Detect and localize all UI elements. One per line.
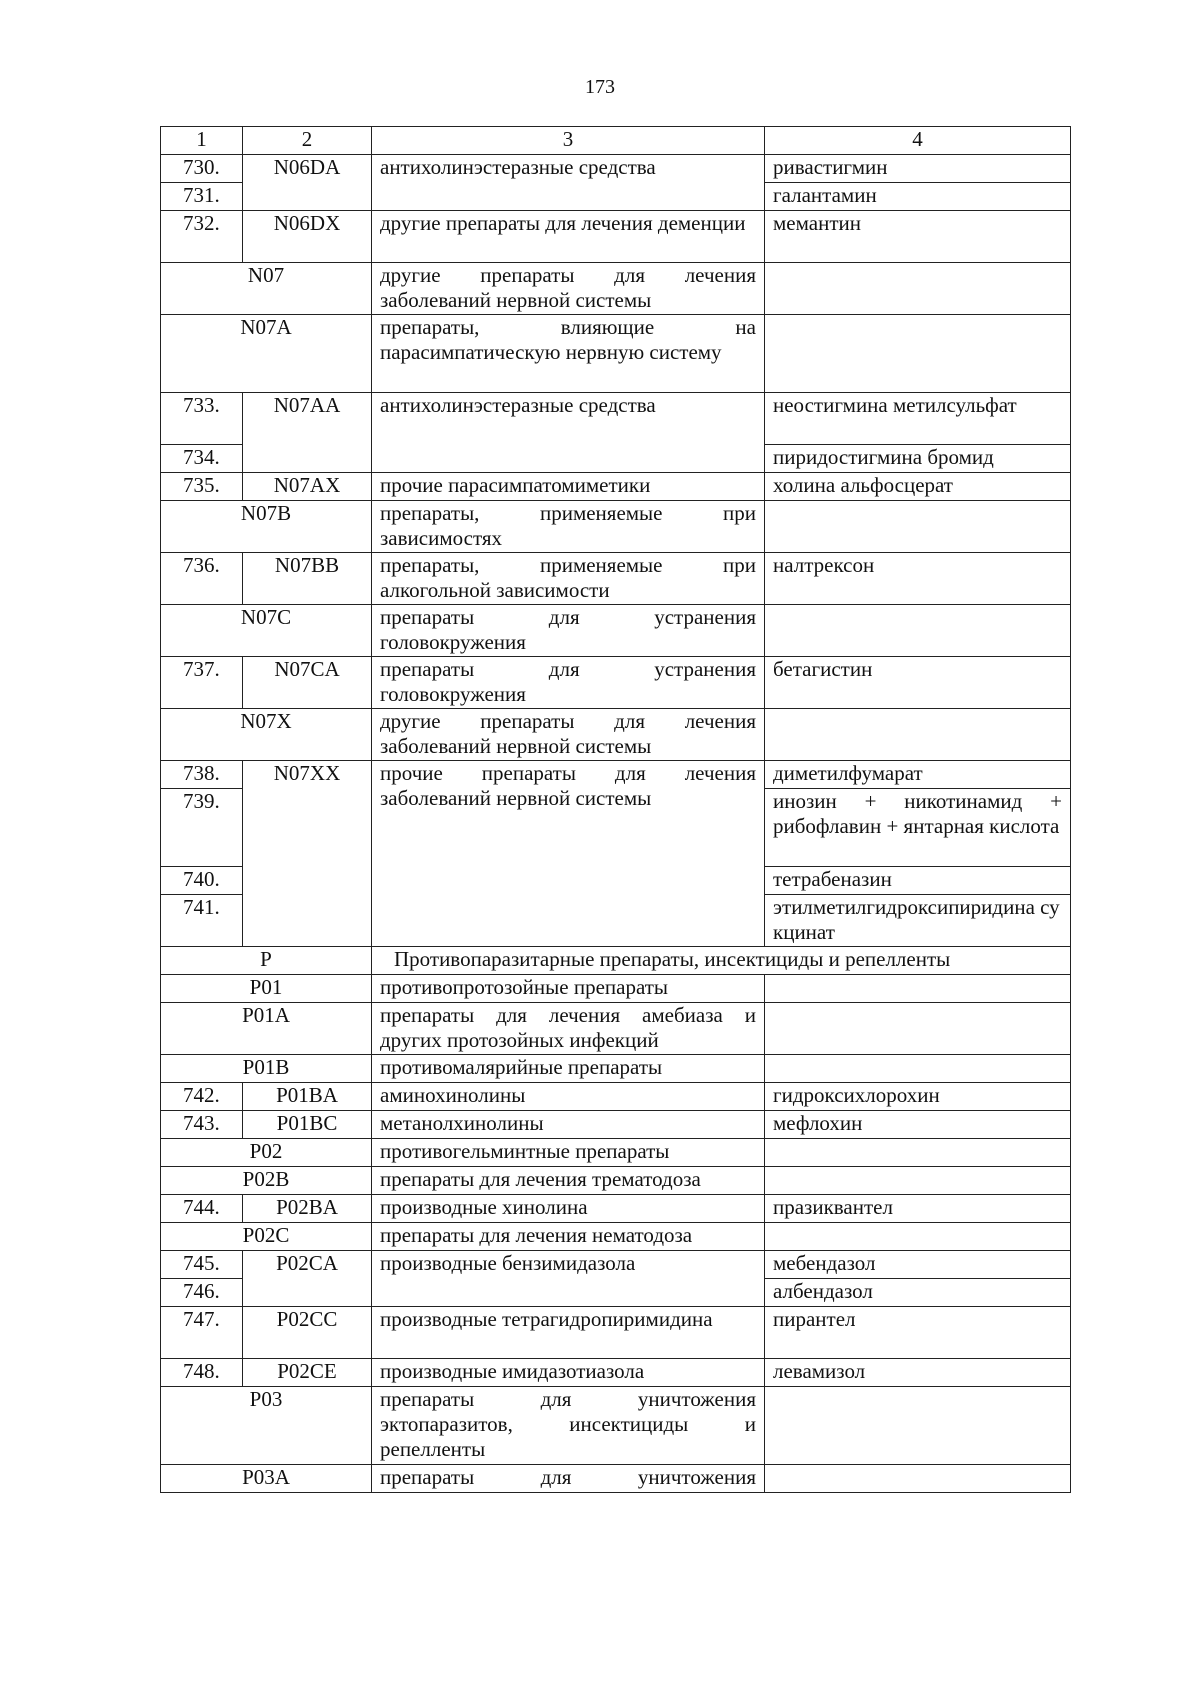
group-description: препараты для лечения нематодоза	[372, 1223, 765, 1251]
empty-cell	[765, 1055, 1071, 1083]
atc-code: P02CC	[243, 1307, 372, 1359]
group-description: аминохинолины	[372, 1083, 765, 1111]
table-row	[161, 1195, 1071, 1223]
header-cell: 2	[243, 127, 372, 155]
row-number: 732.	[161, 211, 243, 263]
atc-code: P03	[161, 1387, 372, 1465]
row-number: 737.	[161, 657, 243, 709]
group-description: производные имидазотиазола	[372, 1359, 765, 1387]
table-row	[161, 1003, 1071, 1055]
table-row	[161, 1387, 1071, 1465]
empty-cell	[765, 1223, 1071, 1251]
row-number: 730.	[161, 155, 243, 183]
row-number: 739.	[161, 789, 243, 867]
table-row	[161, 155, 1071, 183]
atc-code: P	[161, 947, 372, 975]
atc-code: N07XX	[243, 761, 372, 947]
drug-name: празиквантел	[765, 1195, 1071, 1223]
atc-code: N07B	[161, 501, 372, 553]
table-row	[161, 975, 1071, 1003]
group-description: другие препараты для лечения заболеваний нервной системы	[372, 709, 765, 761]
row-number: 738.	[161, 761, 243, 789]
atc-code: N06DA	[243, 155, 372, 211]
drug-name: мемантин	[765, 211, 1071, 263]
atc-code: P03A	[161, 1465, 372, 1493]
atc-code: N07BB	[243, 553, 372, 605]
group-description: прочие препараты для лечения заболеваний нервной системы	[372, 761, 765, 947]
empty-cell	[765, 1003, 1071, 1055]
table-row	[161, 315, 1071, 393]
atc-code: P02CE	[243, 1359, 372, 1387]
group-description: другие препараты для лечения заболеваний нервной системы	[372, 263, 765, 315]
header-cell: 3	[372, 127, 765, 155]
group-description: противомалярийные препараты	[372, 1055, 765, 1083]
drug-name: ривастигмин	[765, 155, 1071, 183]
empty-cell	[765, 263, 1071, 315]
atc-code: P02B	[161, 1167, 372, 1195]
row-number: 736.	[161, 553, 243, 605]
atc-code: N07	[161, 263, 372, 315]
atc-code: N07X	[161, 709, 372, 761]
table-row	[161, 1251, 1071, 1279]
table-row	[161, 1359, 1071, 1387]
empty-cell	[765, 1387, 1071, 1465]
table-header-row	[161, 127, 1071, 155]
page-number: 173	[585, 76, 615, 98]
atc-code: P01	[161, 975, 372, 1003]
group-description: препараты для устранения головокружения	[372, 657, 765, 709]
table-row	[161, 1055, 1071, 1083]
row-number: 734.	[161, 445, 243, 473]
group-description: препараты, применяемые при зависимостях	[372, 501, 765, 553]
group-description: производные тетрагидропиримидина	[372, 1307, 765, 1359]
group-description: препараты, влияющие на парасимпатическую нервную систему	[372, 315, 765, 393]
drug-name: албендазол	[765, 1279, 1071, 1307]
atc-code: N07AX	[243, 473, 372, 501]
table-row	[161, 211, 1071, 263]
section-title: Противопаразитарные препараты, инсектициды и репелленты	[372, 947, 1071, 975]
atc-code: N07C	[161, 605, 372, 657]
empty-cell	[765, 315, 1071, 393]
atc-code: P01BA	[243, 1083, 372, 1111]
atc-code: P01BC	[243, 1111, 372, 1139]
empty-cell	[765, 975, 1071, 1003]
empty-cell	[765, 1167, 1071, 1195]
drug-name: этилметилгидроксипиридина сукцинат	[765, 895, 1071, 947]
group-description: метанолхинолины	[372, 1111, 765, 1139]
table-row	[161, 605, 1071, 657]
atc-code: N07CA	[243, 657, 372, 709]
group-description: препараты для уничтожения эктопаразитов, инсектициды и репелленты	[372, 1387, 765, 1465]
empty-cell	[765, 501, 1071, 553]
atc-code: P02C	[161, 1223, 372, 1251]
drug-name: мефлохин	[765, 1111, 1071, 1139]
drug-table	[160, 126, 1071, 1493]
drug-name: тетрабеназин	[765, 867, 1071, 895]
table-row	[161, 1307, 1071, 1359]
group-description: препараты для лечения трематодоза	[372, 1167, 765, 1195]
group-description: препараты для устранения головокружения	[372, 605, 765, 657]
row-number: 747.	[161, 1307, 243, 1359]
row-number: 744.	[161, 1195, 243, 1223]
group-description: другие препараты для лечения деменции	[372, 211, 765, 263]
table-row	[161, 1083, 1071, 1111]
drug-name: мебендазол	[765, 1251, 1071, 1279]
row-number: 742.	[161, 1083, 243, 1111]
atc-code: P02BA	[243, 1195, 372, 1223]
drug-name: галантамин	[765, 183, 1071, 211]
row-number: 745.	[161, 1251, 243, 1279]
group-description: противогельминтные препараты	[372, 1139, 765, 1167]
group-description: антихолинэстеразные средства	[372, 393, 765, 473]
group-description: прочие парасимпатомиметики	[372, 473, 765, 501]
atc-code: P01B	[161, 1055, 372, 1083]
table-row	[161, 761, 1071, 789]
drug-name: бетагистин	[765, 657, 1071, 709]
empty-cell	[765, 605, 1071, 657]
group-description: производные бензимидазола	[372, 1251, 765, 1307]
group-description: противопротозойные препараты	[372, 975, 765, 1003]
drug-name: диметилфумарат	[765, 761, 1071, 789]
group-description: препараты для уничтожения	[372, 1465, 765, 1493]
row-number: 746.	[161, 1279, 243, 1307]
table-row	[161, 1465, 1071, 1493]
drug-name: пиридостигмина бромид	[765, 445, 1071, 473]
empty-cell	[765, 709, 1071, 761]
table-row	[161, 501, 1071, 553]
drug-name: гидроксихлорохин	[765, 1083, 1071, 1111]
table-row	[161, 947, 1071, 975]
atc-code: N06DX	[243, 211, 372, 263]
table-row	[161, 709, 1071, 761]
table-row	[161, 1139, 1071, 1167]
group-description: антихолинэстеразные средства	[372, 155, 765, 211]
row-number: 731.	[161, 183, 243, 211]
row-number: 741.	[161, 895, 243, 947]
drug-name: налтрексон	[765, 553, 1071, 605]
drug-name: неостигмина метилсульфат	[765, 393, 1071, 445]
drug-name: холина альфосцерат	[765, 473, 1071, 501]
atc-code: P02	[161, 1139, 372, 1167]
row-number: 740.	[161, 867, 243, 895]
table-row	[161, 1111, 1071, 1139]
group-description: препараты для лечения амебиаза и других протозойных инфекций	[372, 1003, 765, 1055]
empty-cell	[765, 1465, 1071, 1493]
atc-code: N07A	[161, 315, 372, 393]
row-number: 733.	[161, 393, 243, 445]
empty-cell	[765, 1139, 1071, 1167]
table-row	[161, 1223, 1071, 1251]
table-row	[161, 393, 1071, 445]
table-row	[161, 473, 1071, 501]
row-number: 735.	[161, 473, 243, 501]
group-description: производные хинолина	[372, 1195, 765, 1223]
header-cell: 1	[161, 127, 243, 155]
table-row	[161, 1167, 1071, 1195]
drug-name: инозин + никотинамид + рибофлавин + янтарная кислота	[765, 789, 1071, 867]
drug-name: левамизол	[765, 1359, 1071, 1387]
atc-code: P01A	[161, 1003, 372, 1055]
table-row	[161, 553, 1071, 605]
row-number: 748.	[161, 1359, 243, 1387]
table-row	[161, 657, 1071, 709]
atc-code: N07AA	[243, 393, 372, 473]
row-number: 743.	[161, 1111, 243, 1139]
drug-name: пирантел	[765, 1307, 1071, 1359]
atc-code: P02CA	[243, 1251, 372, 1307]
header-cell: 4	[765, 127, 1071, 155]
group-description: препараты, применяемые при алкогольной зависимости	[372, 553, 765, 605]
table-row	[161, 263, 1071, 315]
